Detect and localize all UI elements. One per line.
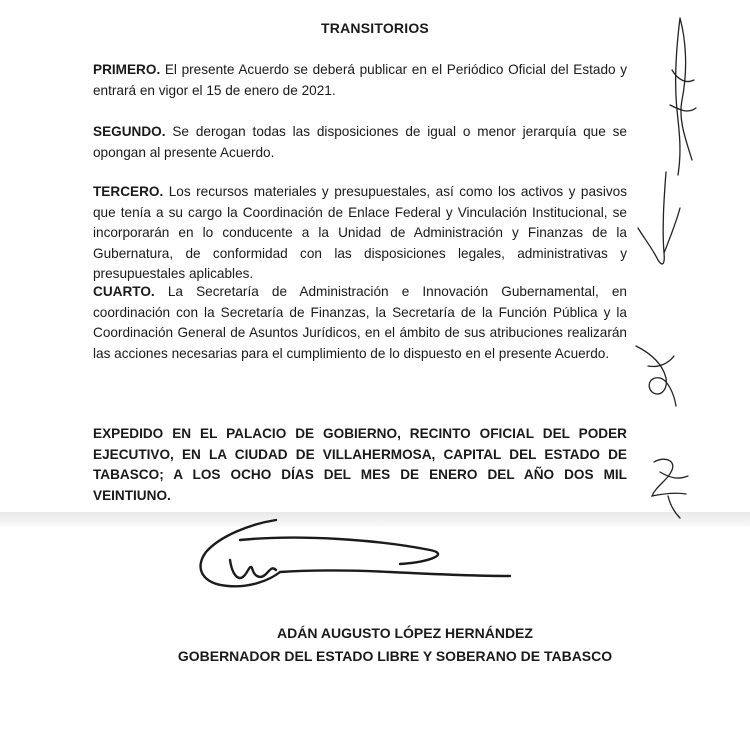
margin-initial-bottom bbox=[640, 452, 700, 522]
article-text: El presente Acuerdo se deberá publicar en el Periódico Oficial del Estado y entrará en vigor el 15 de enero de 2021. bbox=[93, 62, 627, 98]
article-label: TERCERO. bbox=[93, 184, 164, 199]
governor-signature bbox=[180, 510, 520, 610]
margin-initial-middle bbox=[628, 168, 688, 278]
article-segundo bbox=[93, 122, 627, 163]
article-label: PRIMERO. bbox=[93, 62, 161, 77]
closing-statement: EXPEDIDO EN EL PALACIO DE GOBIERNO, RECINTO OFICIAL DEL PODER EJECUTIVO, EN LA CIUDAD DE VILLAHERMOSA, CAPITAL DEL ESTADO DE TABASCO; A LOS OCHO DÍAS DEL MES DE ENERO DEL AÑO DOS MIL VEINTIUNO. bbox=[93, 426, 627, 503]
article-label: SEGUNDO. bbox=[93, 124, 166, 139]
signatory-title: GOBERNADOR DEL ESTADO LIBRE Y SOBERANO DE TABASCO bbox=[177, 648, 613, 664]
margin-initial-lower bbox=[628, 338, 683, 413]
article-cuarto bbox=[93, 282, 627, 364]
article-label: CUARTO. bbox=[93, 284, 155, 299]
section-heading: TRANSITORIOS bbox=[321, 20, 429, 36]
article-text: Se derogan todas las disposiciones de igual o menor jerarquía que se opongan al presente Acuerdo. bbox=[93, 124, 627, 160]
article-text: Los recursos materiales y presupuestales, así como los activos y pasivos que tenía a su cargo la Coordinación de Enlace Federal y Vinculación Institucional, se incorporarán en lo conducente a la Unidad de Administración y Finanzas de la Gubernatura, de conformidad con las disposiciones legales, administrativas y presupuestales aplicables. bbox=[93, 184, 627, 281]
article-text: La Secretaría de Administración e Innovación Gubernamental, en coordinación con la Secretaría de Finanzas, la Secretaría de la Función Pública y la Coordinación General de Asuntos Jurídicos, en el ámbito de sus atribuciones realizarán las acciones necesarias para el cumplimiento de lo dispuesto en el presente Acuerdo. bbox=[93, 284, 627, 361]
article-tercero bbox=[93, 182, 627, 285]
signatory-name: ADÁN AUGUSTO LÓPEZ HERNÁNDEZ bbox=[277, 625, 533, 641]
margin-initial-top bbox=[652, 10, 702, 180]
article-primero bbox=[93, 60, 627, 101]
